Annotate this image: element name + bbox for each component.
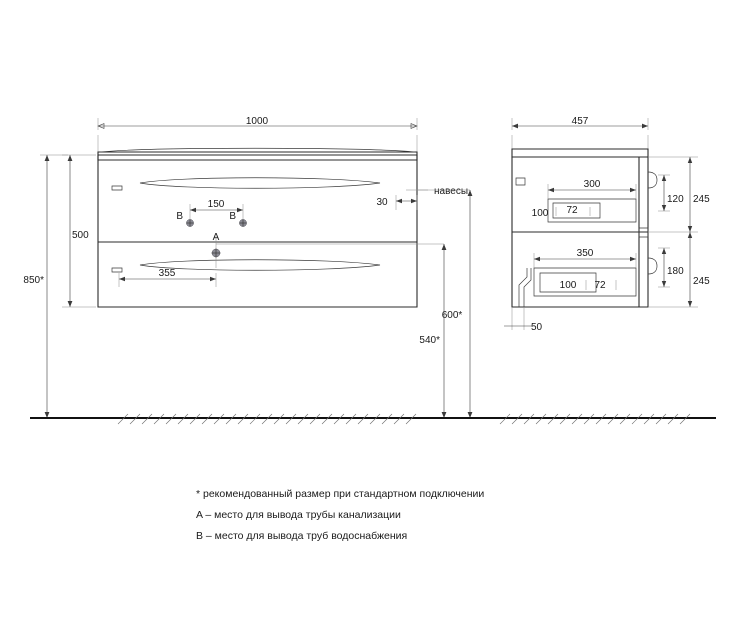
dim-label-30: 30: [376, 197, 388, 208]
dim-label-1000: 1000: [245, 116, 269, 127]
dim-label-600: 600*: [441, 310, 463, 321]
dim-upper-front-120: [658, 175, 670, 211]
dim-label-72-lower: 72: [594, 280, 606, 291]
dim-label-245-lower: 245: [693, 276, 710, 287]
dim-label-100-lower: 100: [559, 280, 577, 291]
siphon-pipe: [524, 268, 531, 307]
marker-b-left: [186, 219, 193, 226]
marker-b-left-label: B: [176, 211, 183, 222]
left-edge-detail-lower: [112, 268, 122, 272]
dim-label-100-upper: 100: [531, 208, 549, 219]
ground-line-group: [30, 414, 716, 424]
dim-mount-height: [417, 190, 472, 418]
marker-b-right-label: B: [229, 211, 236, 222]
countertop: [98, 152, 417, 160]
dim-label-850: 850*: [23, 275, 44, 286]
dim-label-457: 457: [571, 116, 589, 127]
note-line-1: * рекомендованный размер при стандартном подключении: [196, 488, 485, 500]
countertop-edge: [100, 148, 415, 152]
front-elevation: [23, 118, 472, 418]
wall-outlet-detail: [516, 178, 525, 185]
dim-label-355: 355: [158, 268, 176, 279]
siphon-pipe-2: [519, 268, 527, 307]
dim-label-150: 150: [207, 199, 225, 210]
upper-drawer-box: [548, 199, 636, 222]
dim-label-500: 500: [72, 230, 89, 241]
marker-b-right: [239, 219, 246, 226]
note-line-3: B – место для вывода труб водоснабжения: [196, 530, 408, 542]
dim-label-72-upper: 72: [566, 205, 578, 216]
dim-label-245-upper: 245: [693, 194, 710, 205]
dim-wall-gap: [396, 195, 417, 210]
note-line-2: A – место для вывода трубы канализации: [196, 509, 401, 521]
side-section: [504, 116, 710, 333]
lower-handle-groove: [140, 260, 380, 271]
dim-base-offset-50: [504, 307, 532, 330]
dim-label-350: 350: [576, 248, 594, 259]
hanger-upper: [648, 172, 657, 188]
dim-height-floor: [40, 155, 68, 418]
upper-handle-groove: [140, 178, 380, 189]
dim-label-120: 120: [667, 194, 684, 205]
dim-label-50: 50: [531, 322, 543, 333]
dim-label-540: 540*: [419, 335, 440, 346]
marker-a-label: A: [212, 232, 220, 243]
dim-label-300: 300: [583, 179, 601, 190]
hangers-label: навесы: [434, 186, 469, 197]
hanger-lower: [648, 258, 657, 274]
side-countertop: [512, 149, 648, 157]
notes-block: [196, 484, 616, 547]
dim-label-180: 180: [667, 266, 684, 277]
left-edge-detail-upper: [112, 186, 122, 190]
